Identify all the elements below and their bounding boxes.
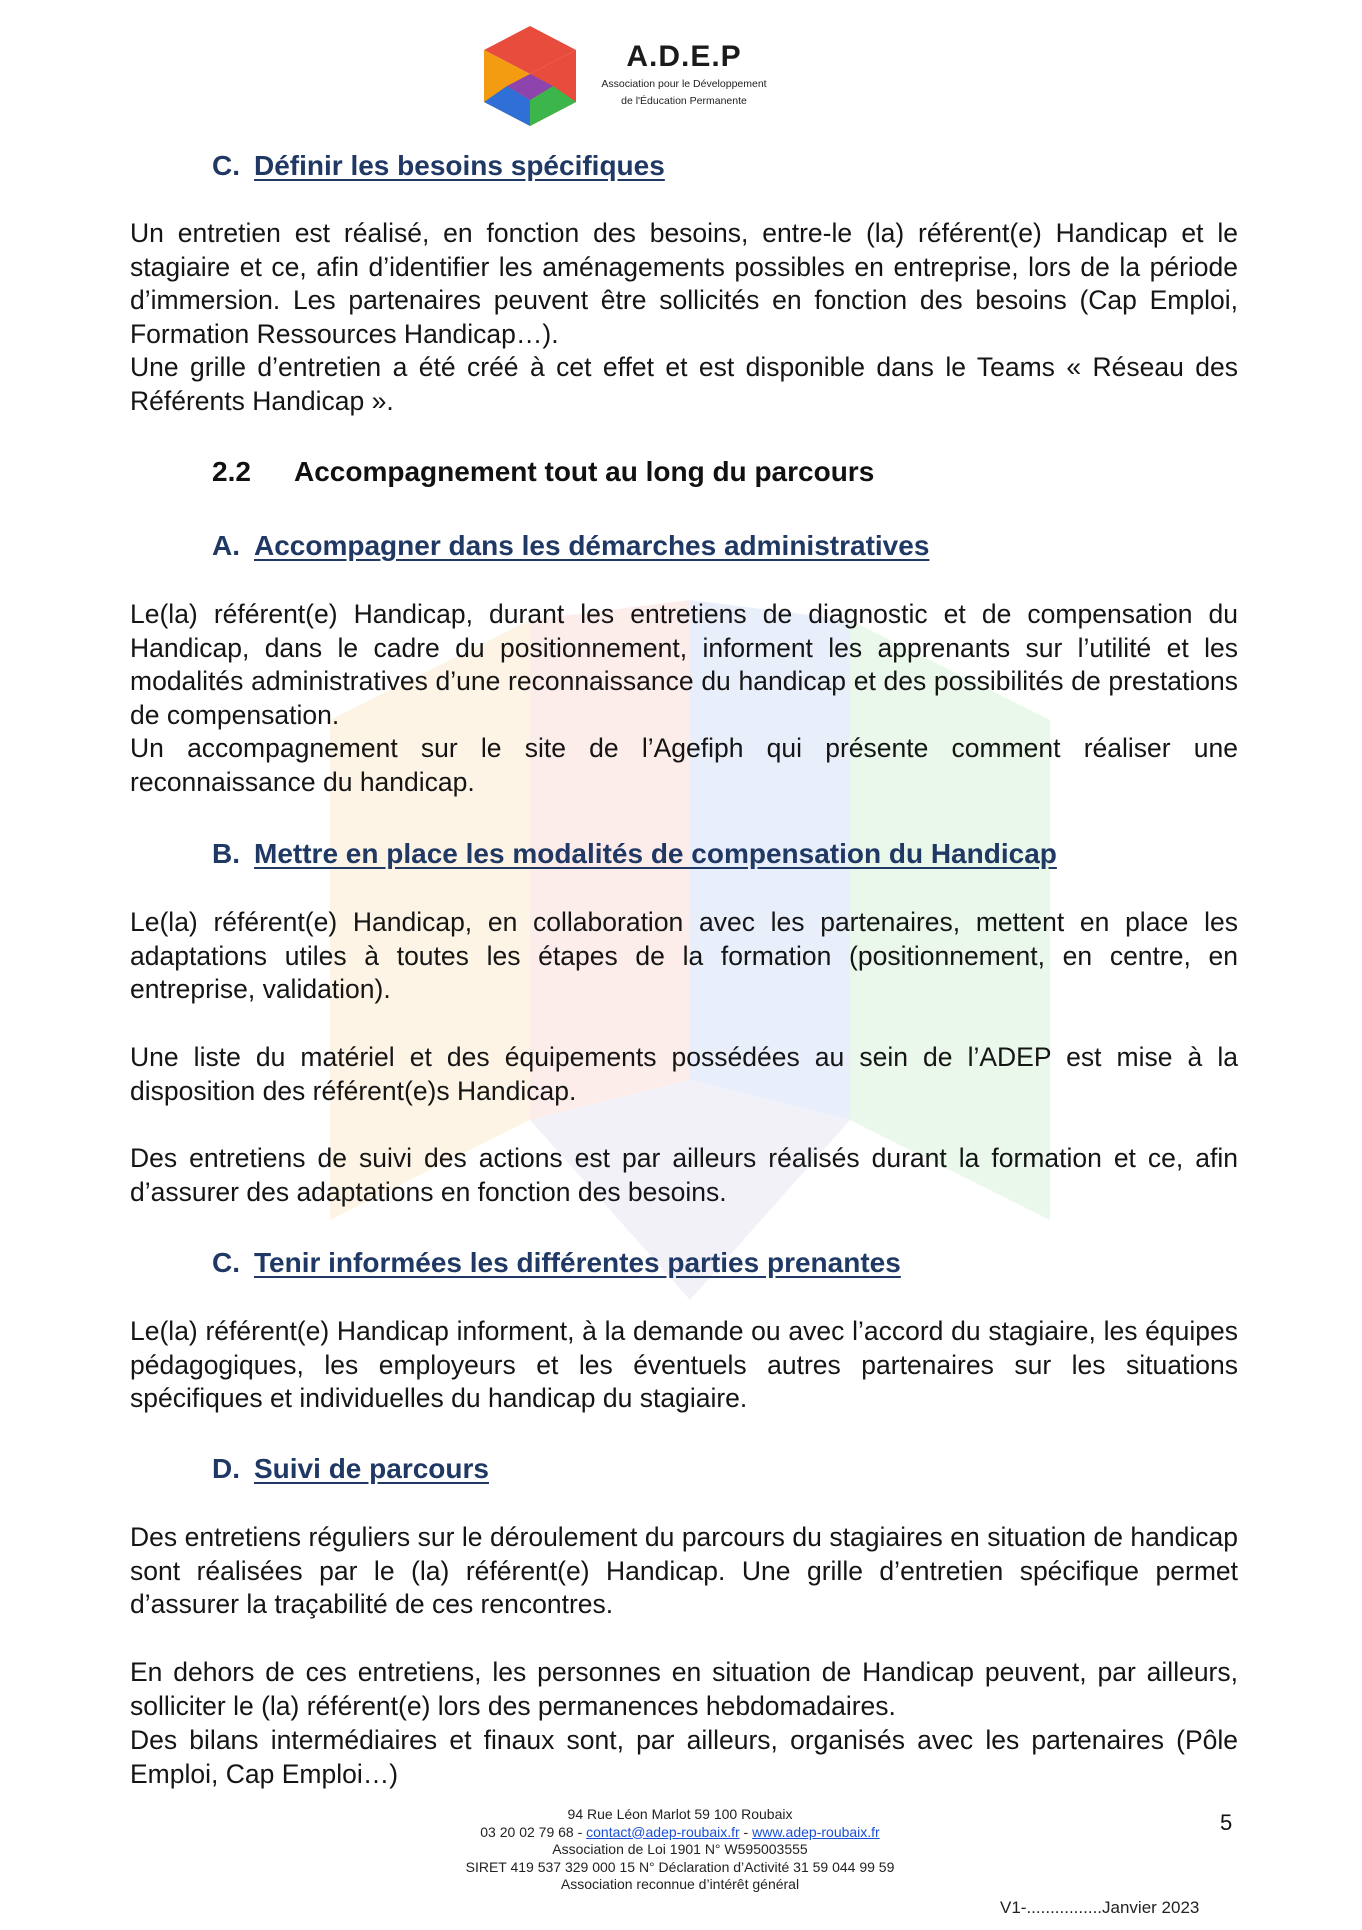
section-number: 2.2 — [212, 456, 251, 487]
brand-block — [584, 40, 784, 108]
footer-interest: Association reconnue d’intérêt général — [560, 1876, 800, 1892]
paragraph: Des entretiens de suivi des actions est par ailleurs réalisés durant la formation et ce, afin d’assurer des adaptations en fonction des besoins. — [130, 1143, 1238, 1207]
paragraph: Un accompagnement sur le site de l’Agefiph qui présente comment réaliser une reconnaissance du handicap. — [130, 733, 1238, 797]
footer-phone: 03 20 02 79 68 - — [480, 1823, 583, 1840]
paragraph: Une liste du matériel et des équipements possédées au sein de l’ADEP est mise à la disposition des référent(e)s Handicap. — [130, 1042, 1238, 1106]
paragraph: Le(la) référent(e) Handicap informent, à la demande ou avec l’accord du stagiaire, les équipes pédagogiques, les employeurs et les éventuels autres partenaires sur les situations spécifiques et individuelles du handicap du stagiaire. — [130, 1316, 1238, 1413]
version-label: V1-................Janvier 2023 — [1000, 1898, 1200, 1917]
paragraph: Le(la) référent(e) Handicap, durant les entretiens de diagnostic et de compensation du Handicap, dans le cadre du positionnement, informent les apprenants sur l’utilité et les modalités administratives d’une reconnaissance du handicap et des possibilités de prestations de compensation. — [130, 599, 1238, 730]
footer-website-link[interactable]: www.adep-roubaix.fr — [752, 1823, 880, 1840]
page-number: 5 — [1220, 1810, 1233, 1835]
heading-c-definir — [212, 150, 665, 182]
brand-subtitle-2: de l'Éducation Permanente — [621, 95, 747, 107]
brand-name: A.D.E.P — [626, 40, 742, 73]
section-title: Accompagnement tout au long du parcours — [294, 456, 875, 487]
heading-title: Accompagner dans les démarches administratives — [254, 530, 930, 561]
footer-assoc: Association de Loi 1901 N° W595003555 — [552, 1841, 808, 1857]
paragraph: En dehors de ces entretiens, les personnes en situation de Handicap peuvent, par ailleurs, solliciter le (la) référent(e) lors des permanences hebdomadaires. — [130, 1657, 1238, 1721]
footer-email-link[interactable]: contact@adep-roubaix.fr — [586, 1823, 740, 1840]
paragraph: Des entretiens réguliers sur le déroulement du parcours du stagiaires en situation de handicap sont réalisées par le (la) référent(e) Handicap. Une grille d’entretien spécifique permet d’assurer la traçabilité de ces rencontres. — [130, 1522, 1238, 1619]
footer-siret: SIRET 419 537 329 000 15 N° Déclaration d’Activité 31 59 044 99 59 — [465, 1858, 895, 1875]
heading-title: Mettre en place les modalités de compensation du Handicap — [254, 838, 1057, 869]
heading-letter: C. — [212, 1247, 240, 1278]
footer-address: 94 Rue Léon Marlot 59 100 Roubaix — [567, 1806, 793, 1822]
heading-c-tenir-informees — [212, 1247, 901, 1279]
heading-title: Tenir informées les différentes parties prenantes — [254, 1247, 901, 1278]
brand-subtitle-1: Association pour le Développement — [601, 78, 767, 90]
page-header — [0, 18, 1362, 128]
page-footer — [380, 1806, 980, 1894]
footer-contact-line — [380, 1824, 980, 1842]
heading-title: Suivi de parcours — [254, 1453, 489, 1484]
paragraph: Le(la) référent(e) Handicap, en collaboration avec les partenaires, mettent en place les adaptations utiles à toutes les étapes de la formation (positionnement, en centre, en entreprise, validation). — [130, 907, 1238, 1004]
adep-logo-icon — [482, 24, 578, 128]
heading-title: Définir les besoins spécifiques — [254, 150, 665, 181]
heading-b-compensation — [212, 838, 1057, 870]
paragraph: Une grille d’entretien a été créé à cet effet et est disponible dans le Teams « Réseau des Référents Handicap ». — [130, 352, 1238, 416]
heading-letter: B. — [212, 838, 240, 869]
paragraph: Des bilans intermédiaires et finaux sont, par ailleurs, organisés avec les partenaires (Pôle Emploi, Cap Emploi…) — [130, 1725, 1238, 1789]
heading-d-suivi — [212, 1453, 489, 1485]
heading-letter: C. — [212, 150, 240, 181]
heading-letter: D. — [212, 1453, 240, 1484]
paragraph: Un entretien est réalisé, en fonction des besoins, entre-le (la) référent(e) Handicap et le stagiaire et ce, afin d’identifier les aménagements possibles en entreprise, lors de la période d’immersion. Les partenaires peuvent être sollicités en fonction des besoins (Cap Emploi, Formation Ressources Handicap…). — [130, 218, 1238, 349]
heading-letter: A. — [212, 530, 240, 561]
section-heading-2-2 — [212, 456, 874, 488]
footer-separator: - — [743, 1823, 749, 1840]
heading-a-accompagner — [212, 530, 929, 562]
